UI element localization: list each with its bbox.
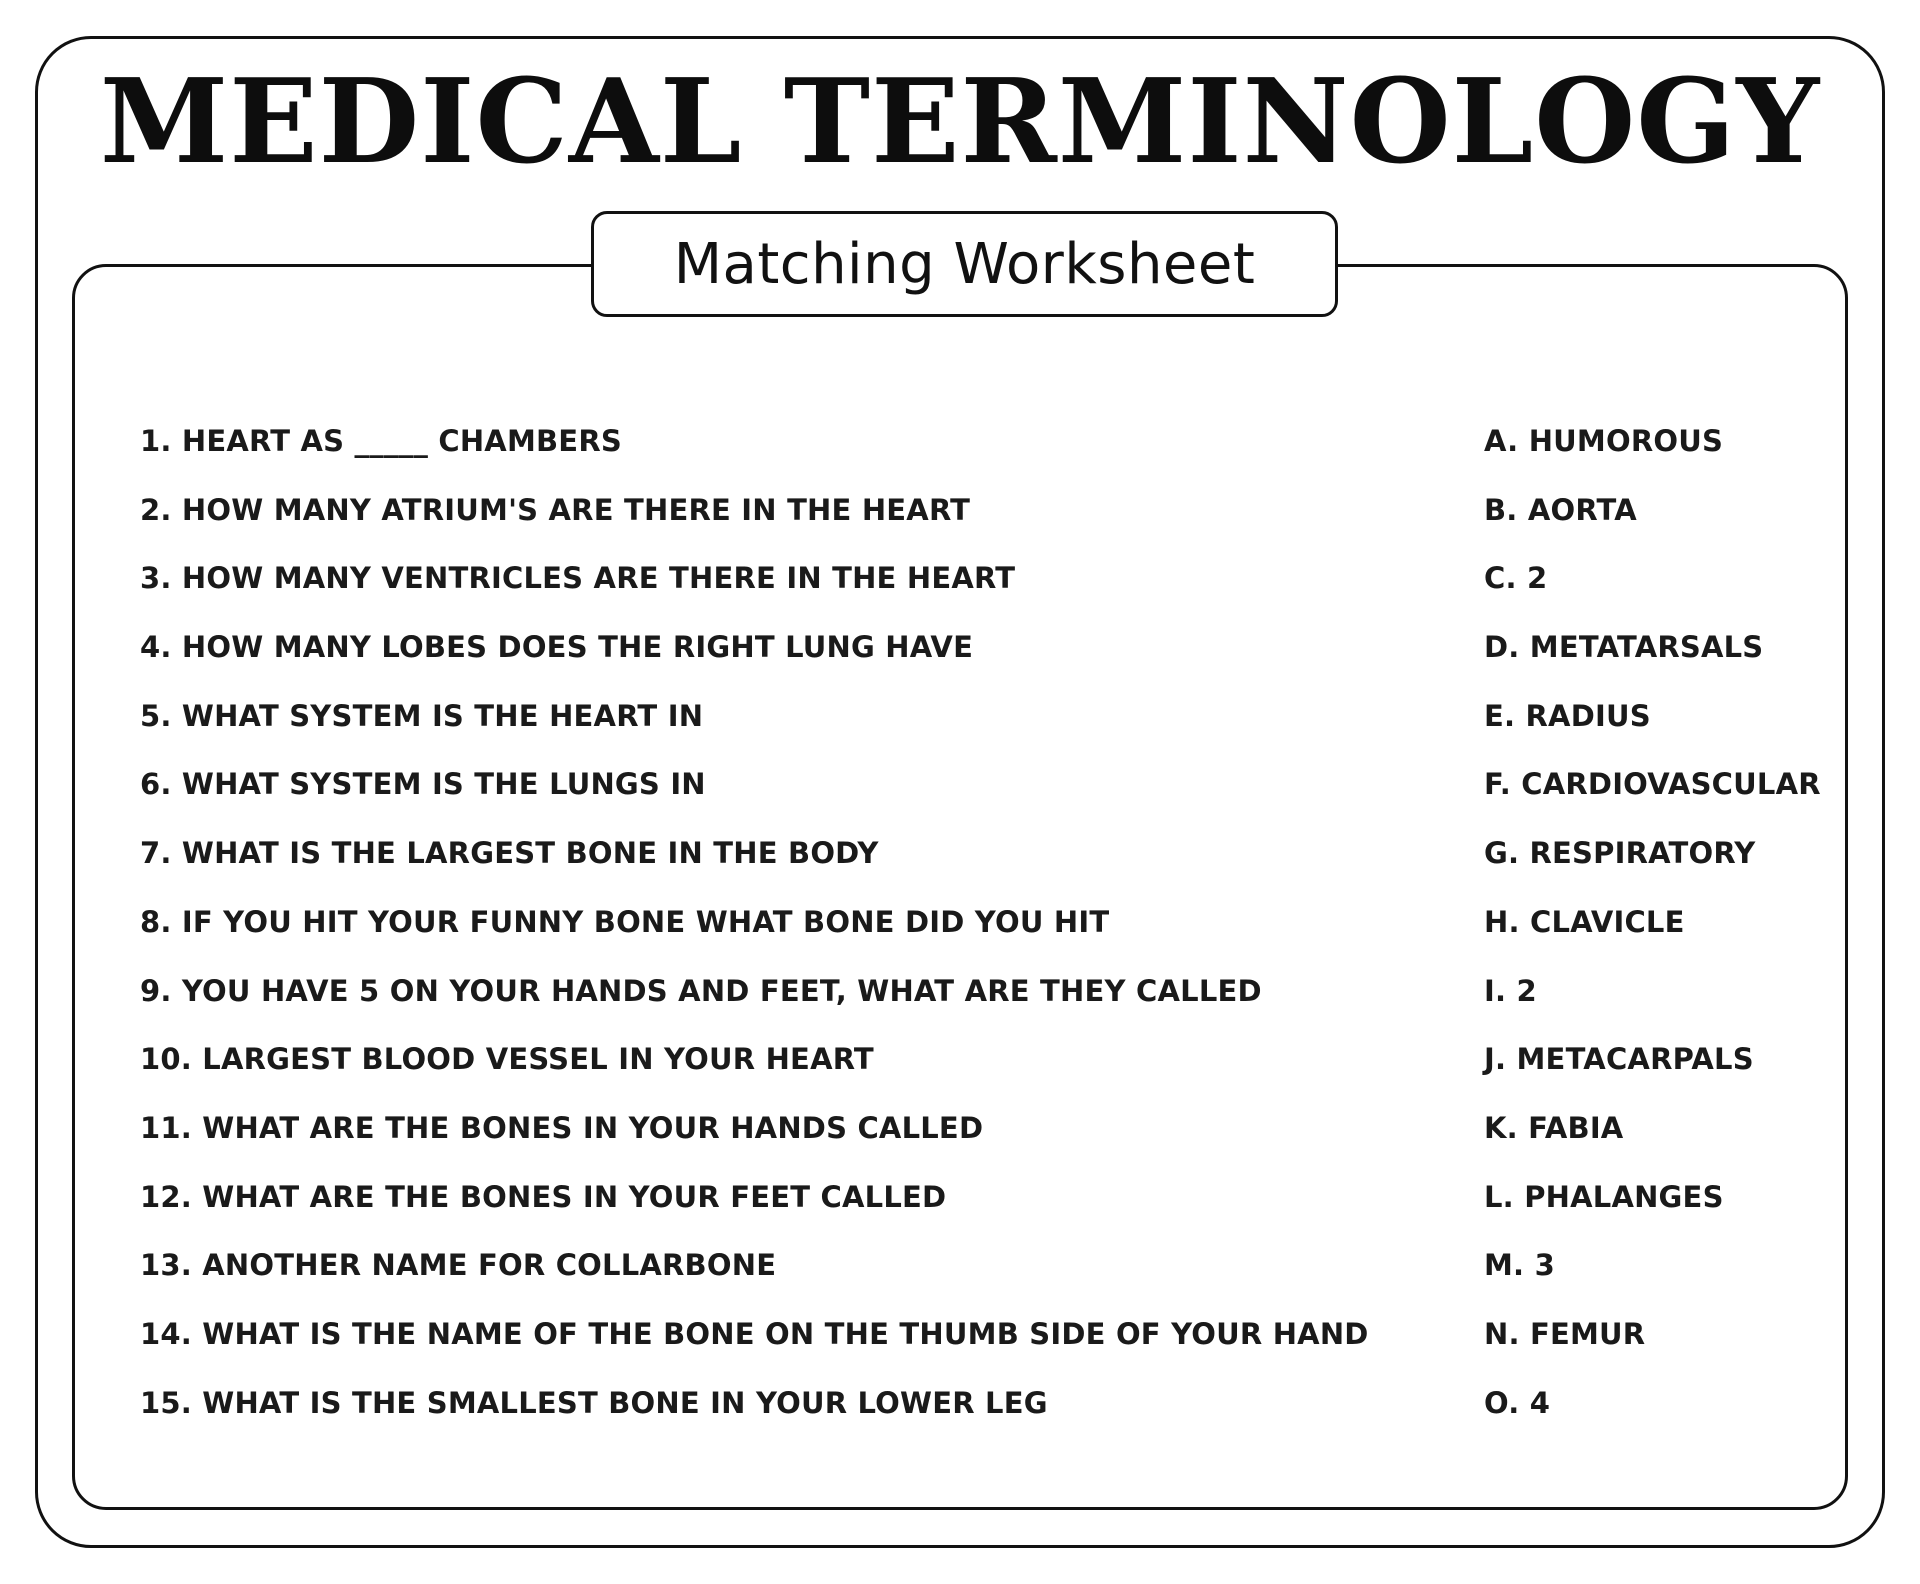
question-item: 7. WHAT IS THE LARGEST BONE IN THE BODY	[140, 836, 879, 871]
answer-item: B. AORTA	[1484, 492, 1637, 527]
question-list	[140, 407, 1420, 1437]
question-item: 10. LARGEST BLOOD VESSEL IN YOUR HEART	[140, 1042, 874, 1077]
question-item: 6. WHAT SYSTEM IS THE LUNGS IN	[140, 767, 706, 802]
question-item: 11. WHAT ARE THE BONES IN YOUR HANDS CALLED	[140, 1110, 984, 1145]
answer-item: E. RADIUS	[1484, 698, 1651, 733]
answer-item: H. CLAVICLE	[1484, 904, 1685, 939]
answer-item: J. METACARPALS	[1484, 1042, 1754, 1077]
answer-item: A. HUMOROUS	[1484, 424, 1724, 458]
answer-item: M. 3	[1484, 1248, 1555, 1283]
question-item: 5. WHAT SYSTEM IS THE HEART IN	[140, 698, 704, 733]
question-item: 1. HEART AS _____ CHAMBERS	[140, 424, 622, 458]
answer-item: L. PHALANGES	[1484, 1179, 1724, 1214]
question-item: 13. ANOTHER NAME FOR COLLARBONE	[140, 1248, 777, 1283]
answer-item: I. 2	[1484, 973, 1537, 1008]
answer-list	[1484, 407, 1884, 1437]
question-item: 2. HOW MANY ATRIUM'S ARE THERE IN THE HEART	[140, 492, 971, 527]
answer-item: K. FABIA	[1484, 1110, 1624, 1145]
answer-item: G. RESPIRATORY	[1484, 836, 1756, 871]
answer-item: O. 4	[1484, 1385, 1551, 1420]
subtitle-box	[591, 211, 1338, 317]
subtitle: Matching Worksheet	[673, 231, 1256, 297]
question-item: 12. WHAT ARE THE BONES IN YOUR FEET CALLED	[140, 1179, 947, 1214]
answer-item: D. METATARSALS	[1484, 630, 1764, 665]
question-item: 14. WHAT IS THE NAME OF THE BONE ON THE THUMB SIDE OF YOUR HAND	[140, 1316, 1369, 1351]
answer-item: C. 2	[1484, 561, 1548, 596]
question-item: 4. HOW MANY LOBES DOES THE RIGHT LUNG HAVE	[140, 630, 974, 665]
question-item: 15. WHAT IS THE SMALLEST BONE IN YOUR LOWER LEG	[140, 1385, 1048, 1420]
answer-item: N. FEMUR	[1484, 1316, 1646, 1351]
answer-item: F. CARDIOVASCULAR	[1484, 767, 1821, 802]
question-item: 9. YOU HAVE 5 ON YOUR HANDS AND FEET, WHAT ARE THEY CALLED	[140, 973, 1262, 1008]
question-item: 3. HOW MANY VENTRICLES ARE THERE IN THE HEART	[140, 561, 1016, 596]
question-item: 8. IF YOU HIT YOUR FUNNY BONE WHAT BONE DID YOU HIT	[140, 904, 1110, 939]
page-title: MEDICAL TERMINOLOGY	[99, 54, 1821, 190]
